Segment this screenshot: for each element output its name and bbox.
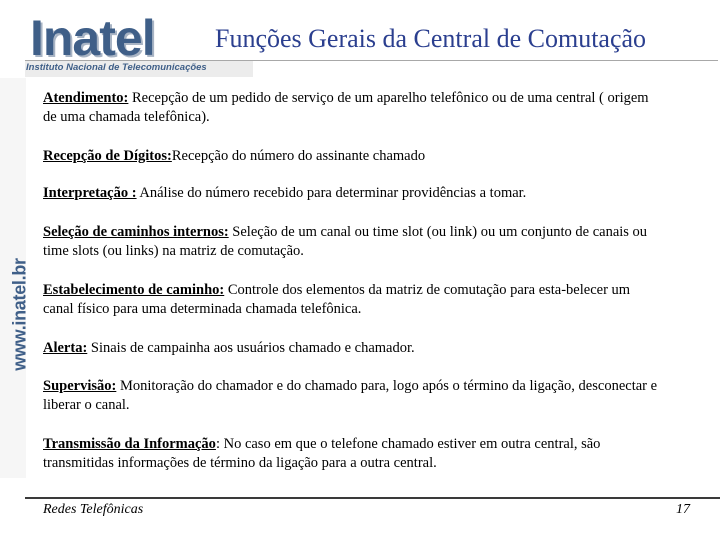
item-text: : No caso em que o telefone chamado estiver em outra central, são transmitidas informações de término da ligação para a outra central. bbox=[43, 436, 601, 471]
footer-rule bbox=[25, 497, 720, 499]
item-term: Estabelecimento de caminho: bbox=[43, 282, 225, 298]
item-selecao-caminhos bbox=[43, 223, 663, 261]
footer-course: Redes Telefônicas bbox=[43, 502, 144, 517]
item-term: Atendimento: bbox=[43, 90, 129, 106]
item-supervisao bbox=[43, 377, 663, 415]
item-text: Controle dos elementos da matriz de comutação para esta-belecer um canal físico para uma determinada chamada telefônica. bbox=[43, 282, 631, 317]
page-title: Funções Gerais da Central de Comutação bbox=[215, 24, 647, 53]
item-text: Seleção de um canal ou time slot (ou link) ou um conjunto de canais ou time slots (ou links) na matriz de comutação. bbox=[43, 224, 648, 259]
item-term: Interpretação : bbox=[43, 185, 137, 201]
item-term: Recepção de Dígitos: bbox=[43, 148, 172, 164]
logo-subtitle: Instituto Nacional de Telecomunicações bbox=[26, 62, 207, 73]
item-term: Alerta: bbox=[43, 340, 88, 356]
item-text: Recepção do número do assinante chamado bbox=[171, 148, 426, 164]
item-interpretacao bbox=[43, 184, 663, 203]
item-recepcao-digitos bbox=[43, 147, 663, 166]
inatel-logo bbox=[26, 10, 207, 73]
page-number: 17 bbox=[676, 502, 690, 517]
side-url: www.inatel.br bbox=[9, 258, 30, 371]
item-text: Recepção de um pedido de serviço de um aparelho telefônico ou de uma central ( origem de uma chamada telefônica). bbox=[43, 90, 649, 125]
item-text: Análise do número recebido para determinar providências a tomar. bbox=[136, 185, 527, 201]
item-text: Monitoração do chamador e do chamado para, logo após o término da ligação, desconectar e liberar o canal. bbox=[43, 378, 658, 413]
item-atendimento bbox=[43, 89, 663, 127]
item-term: Seleção de caminhos internos: bbox=[43, 224, 229, 240]
item-term: Supervisão: bbox=[43, 378, 117, 394]
logo-wordmark: Inatel bbox=[30, 10, 155, 66]
item-text: Sinais de campainha aos usuários chamado e chamador. bbox=[87, 340, 415, 356]
item-alerta bbox=[43, 339, 663, 358]
item-estabelecimento bbox=[43, 281, 663, 319]
item-transmissao bbox=[43, 435, 663, 473]
item-term: Transmissão da Informação bbox=[43, 436, 216, 452]
